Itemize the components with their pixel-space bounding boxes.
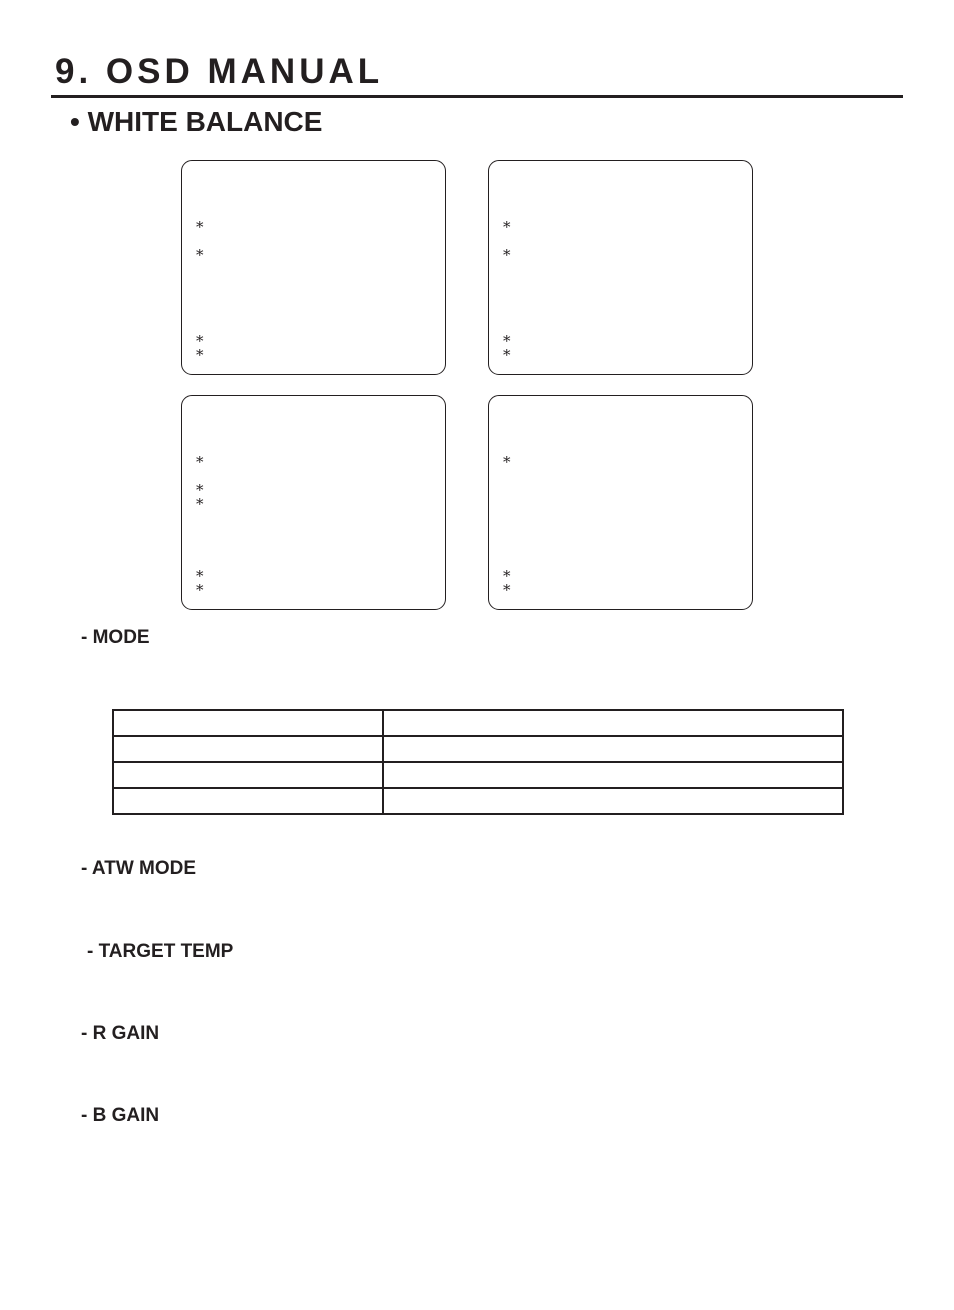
osd-bullet: * xyxy=(503,453,511,471)
osd-screen-2 xyxy=(488,160,753,375)
table-cell xyxy=(383,710,843,736)
table-cell xyxy=(383,788,843,814)
osd-bullet: * xyxy=(196,567,204,585)
mode-table xyxy=(112,709,844,815)
target-temp-label: - TARGET TEMP xyxy=(87,941,234,962)
osd-bullet: * xyxy=(196,218,204,236)
table-cell xyxy=(383,762,843,788)
osd-screen-4 xyxy=(488,395,753,610)
table-row xyxy=(113,788,843,814)
mode-label: - MODE xyxy=(81,627,150,648)
osd-bullet: * xyxy=(503,346,511,364)
osd-bullet: * xyxy=(196,246,204,264)
osd-screen-3 xyxy=(181,395,446,610)
b-gain-label: - B GAIN xyxy=(81,1105,160,1126)
table-cell xyxy=(113,762,383,788)
osd-bullet: * xyxy=(503,581,511,599)
osd-bullet: * xyxy=(503,218,511,236)
table-cell xyxy=(113,710,383,736)
osd-bullet: * xyxy=(503,246,511,264)
table-cell xyxy=(383,736,843,762)
osd-bullet: * xyxy=(196,495,204,513)
section-heading-white-balance: • WHITE BALANCE xyxy=(70,106,323,137)
osd-bullet: * xyxy=(503,567,511,585)
osd-bullet: * xyxy=(196,346,204,364)
table-row xyxy=(113,736,843,762)
table-cell xyxy=(113,736,383,762)
osd-bullet: * xyxy=(196,453,204,471)
osd-bullet: * xyxy=(503,332,511,350)
table-row xyxy=(113,762,843,788)
table-cell xyxy=(113,788,383,814)
table-row xyxy=(113,710,843,736)
r-gain-label: - R GAIN xyxy=(81,1023,160,1044)
atw-mode-label: - ATW MODE xyxy=(81,858,197,879)
osd-screen-1 xyxy=(181,160,446,375)
page-title: 9. OSD MANUAL xyxy=(55,52,384,91)
osd-bullet: * xyxy=(196,581,204,599)
title-divider xyxy=(51,95,903,98)
osd-bullet: * xyxy=(196,481,204,499)
osd-bullet: * xyxy=(196,332,204,350)
